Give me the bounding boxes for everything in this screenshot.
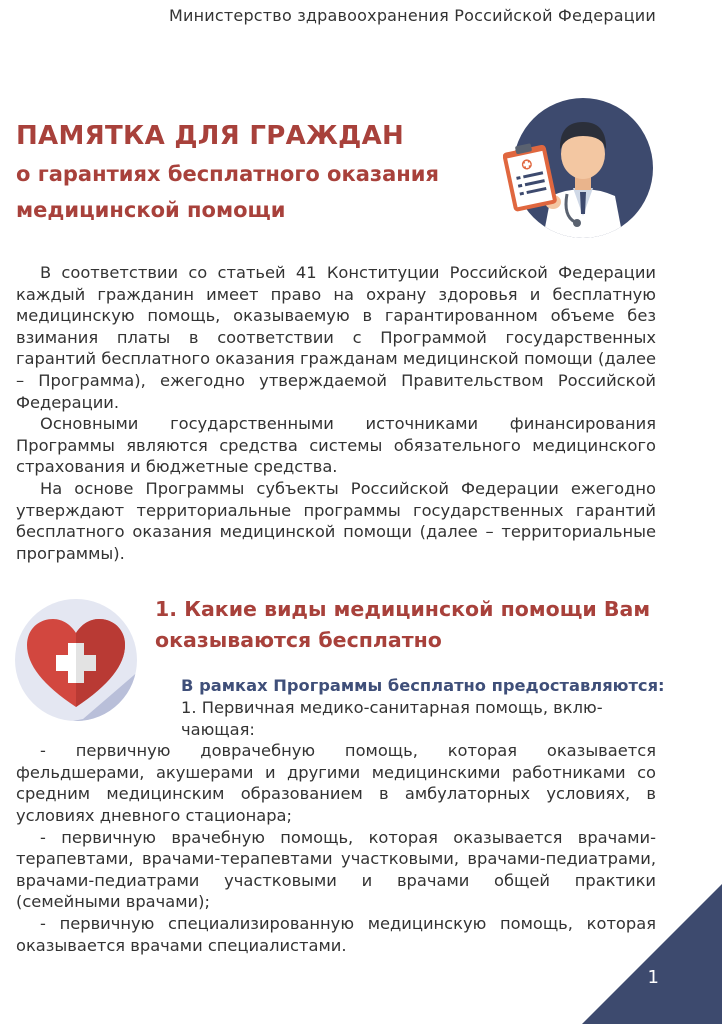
page-number: 1 [647, 967, 659, 988]
title-block [16, 118, 516, 228]
page-subtitle-line2: медицинской помощи [16, 198, 286, 222]
page-title: ПАМЯТКА ДЛЯ ГРАЖДАН [16, 121, 405, 151]
section-1-body [16, 697, 656, 956]
ministry-header: Министерство здравоохранения Российской Федерации [169, 6, 656, 25]
section-1-title [155, 594, 665, 656]
section-1-lead: В рамках Программы бесплатно предоставляются: [181, 676, 665, 695]
item-1-line1: 1. Первичная медико-санитарная помощь, вклю- [181, 698, 603, 717]
section-1-title-line2: оказываются бесплатно [155, 628, 442, 652]
intro-paragraph-1: В соответствии со статьей 41 Конституции Российской Федерации каждый гражданин имеет право на охрану здоровья и бесплатную медицинскую помощь, оказываемую в гарантированном объеме без взимания платы в соответствии с Программой государственных гарантий бесплатного оказания гражданам медицинской помощи (далее – Программа), ежегодно утверждаемой Правительством Российской Федерации. [16, 263, 656, 412]
intro-paragraph-2: Основными государственными источниками финансирования Программы являются средства системы обязательного медицинского страхования и бюджетные средства. [16, 414, 656, 477]
doctor-with-clipboard-icon [503, 98, 653, 238]
intro-paragraph-3: На основе Программы субъекты Российской Федерации ежегодно утверждают территориальные программы государственных гарантий бесплатного оказания медицинской помощи (далее – территориальные программы). [16, 478, 656, 563]
bullet-primary-prephysician: - первичную доврачебную помощь, которая оказывается фельдшерами, акушерами и другими медицинскими работниками со средним медицинским образованием в амбулаторных условиях, в условиях дневного стационара; [16, 741, 656, 825]
item-1-line2: чающая: [181, 719, 255, 739]
bullet-primary-specialized: - первичную специализированную медицинскую помощь, которая оказывается врачами специалистами. [16, 913, 656, 955]
corner-decoration [582, 884, 722, 1024]
section-1-title-line1: 1. Какие виды медицинской помощи Вам [155, 597, 651, 621]
page-subtitle-line1: о гарантиях бесплатного оказания [16, 162, 439, 186]
intro-text [16, 262, 656, 564]
bullet-primary-physician: - первичную врачебную помощь, которая оказывается врачами-терапевтами, врачами-терапевтами участковыми, врачами-педиатрами, врачами-педиатрами участковыми и врачами общей практики (семейными врачами); [16, 827, 656, 912]
